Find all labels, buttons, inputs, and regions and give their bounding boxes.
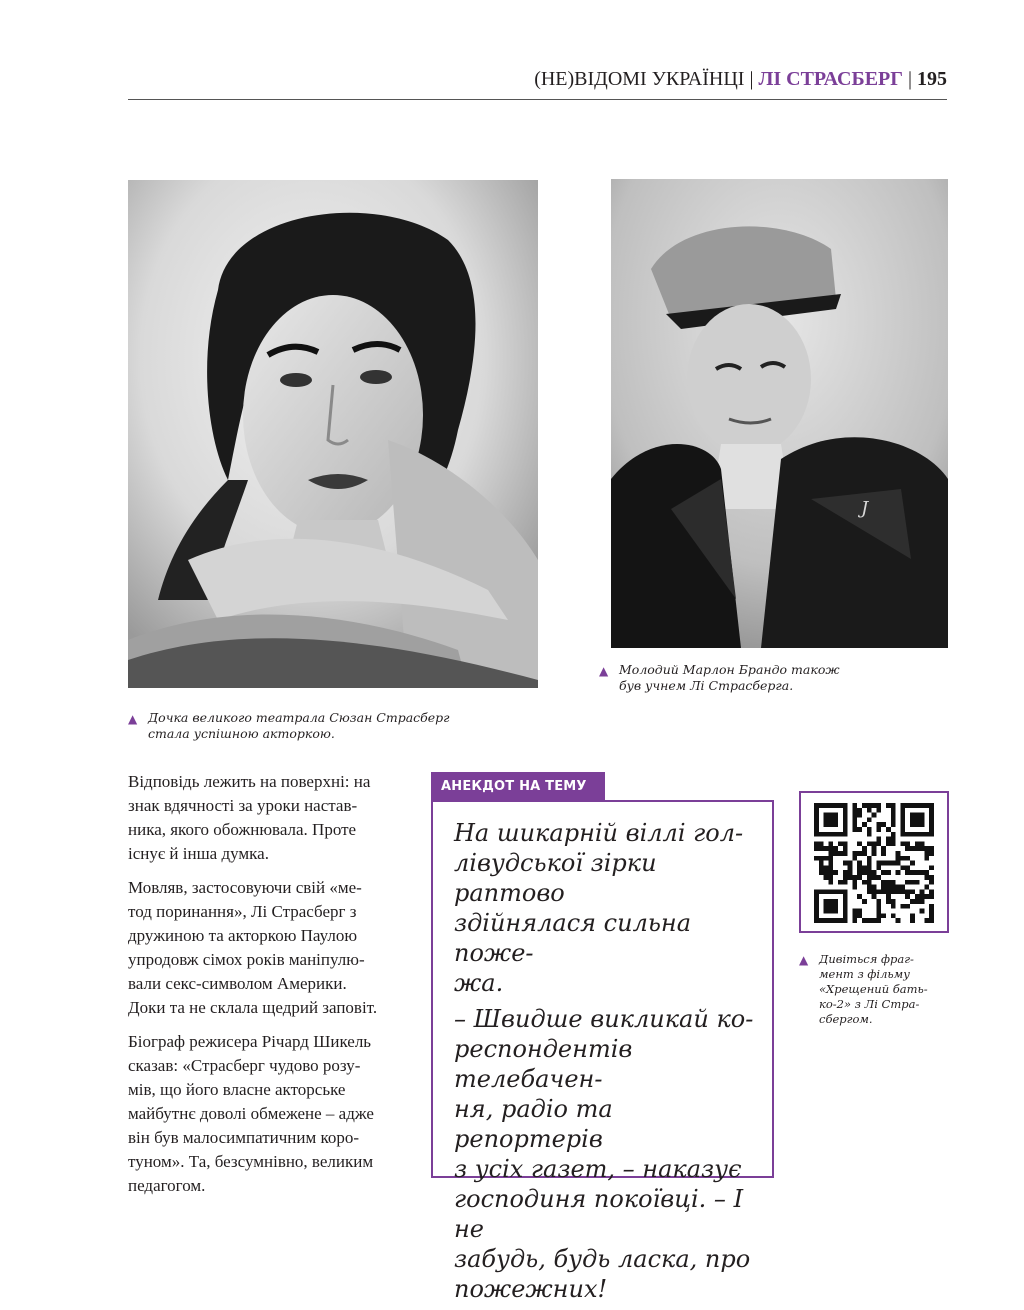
triangle-up-icon: ▲ [599, 664, 609, 678]
qr-caption [799, 952, 939, 1027]
body-paragraph: Біограф режисера Річард Шикель сказав: «Страсберг чудово розу- мів, що його власне акторське майбутнє доволі обмежене – адже він був малосимпатичним коро- туном». Та, безсумнівно, великим педагогом. [128, 1032, 374, 1195]
photo-caption-right [599, 662, 859, 694]
running-header [128, 64, 947, 100]
caption-text: Молодий Марлон Брандо також був учнем Лі Страсберга. [619, 662, 840, 693]
body-text-column [128, 770, 408, 1208]
caption-text: Дочка великого театрала Сюзан Страсберг стала успішною акторкою. [148, 710, 450, 741]
portrait-photo-susan-strasberg [128, 180, 538, 688]
svg-text:J: J [861, 498, 869, 519]
body-paragraph: Мовляв, застосовуючи свій «ме- тод поринання», Лі Страсберг з дружиною та акторкою Паулою упродовж сімох років маніпулю- вали секс-символом Америки. Доки та не склала щедрий заповіт. [128, 878, 378, 1017]
joke-paragraph: – Швидше викликай ко- респондентів телебачен- ня, радіо та репортерів з усіх газет, – наказує господиня покоївці. – І не забудь, будь ласка, про пожежних! [454, 1005, 754, 1303]
header-separator: | [749, 68, 754, 90]
header-section: (НЕ)ВІДОМІ УКРАЇНЦІ [534, 68, 745, 90]
joke-box-label: АНЕКДОТ НА ТЕМУ [431, 772, 605, 800]
page-number: 195 [917, 68, 947, 90]
header-chapter: ЛІ СТРАСБЕРГ [758, 68, 903, 90]
joke-text [454, 818, 764, 1310]
qr-code-icon[interactable] [814, 803, 934, 923]
triangle-up-icon: ▲ [128, 712, 138, 726]
body-paragraph: Відповідь лежить на поверхні: на знак вдячності за уроки настав- ника, якого обожнювала. Проте існує й інша думка. [128, 772, 371, 863]
triangle-up-icon: ▲ [799, 953, 809, 967]
joke-paragraph: На шикарній віллі гол- лівудської зірки раптово здійнялася сильна поже- жа. [454, 819, 744, 997]
caption-text: Дивіться фраг- мент з фільму «Хрещений бать- ко-2» з Лі Стра- сбергом. [819, 952, 928, 1026]
qr-code-frame[interactable] [799, 791, 949, 933]
portrait-photo-marlon-brando [611, 179, 948, 648]
header-separator: | [907, 68, 912, 90]
photo-caption-left [128, 710, 458, 742]
